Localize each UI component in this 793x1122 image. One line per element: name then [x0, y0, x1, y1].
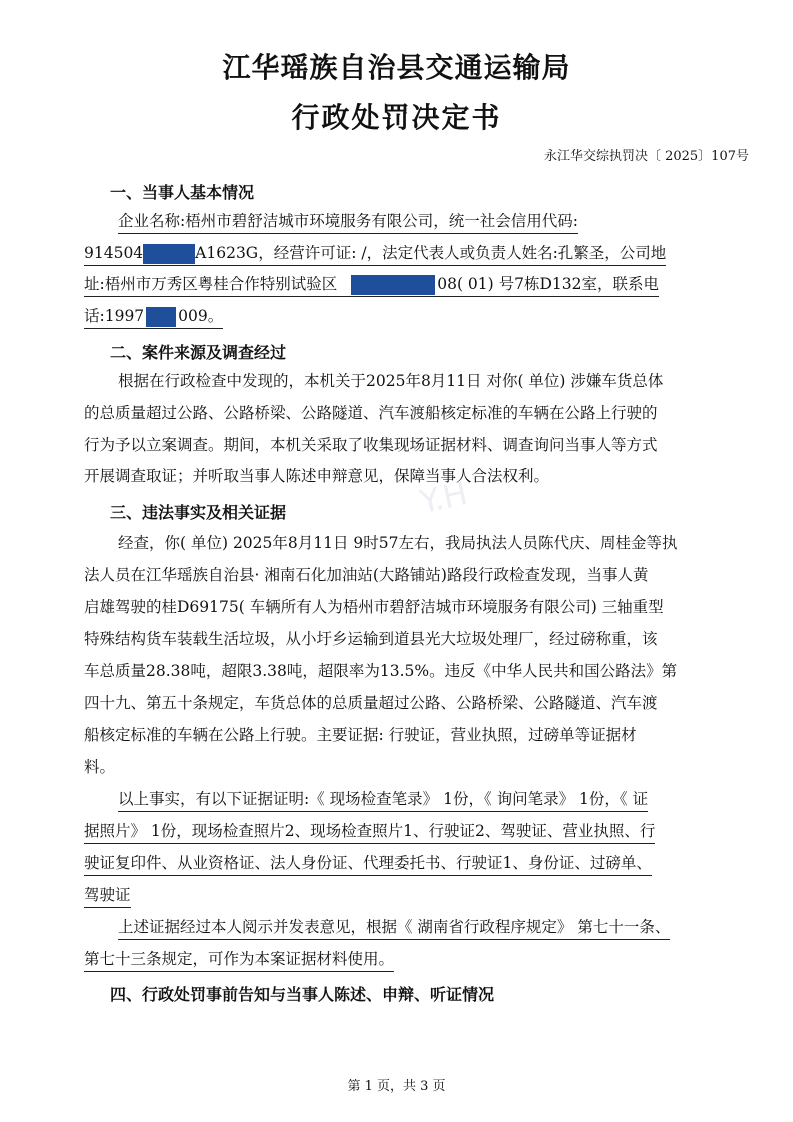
- section3-line-12: 驾驶证: [84, 884, 131, 908]
- page-footer: 第 1 页，共 3 页: [347, 1079, 446, 1094]
- title-line-1: 江华瑶族自治县交通运输局: [222, 51, 571, 84]
- section1-line-1: 企业名称:梧州市碧舒洁城市环境服务有限公司，统一社会信用代码:: [118, 210, 578, 234]
- phone-prefix: 话:1997: [84, 307, 145, 325]
- section3-line-2: 法人员在江华瑶族自治县· 湘南石化加油站(大路铺站)路段行政检查发现，当事人黄: [84, 566, 649, 584]
- section1-line-4: [84, 305, 223, 329]
- section3-line-13: 上述证据经过本人阅示并发表意见，根据《 湖南省行政程序规定》 第七十一条、: [118, 916, 670, 940]
- section2-line-1: 根据在行政检查中发现的，本机关于2025年8月11日 对你( 单位) 涉嫌车货总体: [118, 372, 664, 390]
- redaction-block: [143, 244, 195, 264]
- credit-code-prefix: 914504: [84, 244, 144, 262]
- section3-line-8: 料。: [84, 758, 116, 776]
- section3-line-1: 经查，你( 单位) 2025年8月11日 9时57左右，我局执法人员陈代庆、周桂金等执: [118, 534, 678, 552]
- section3-line-7: 船核定标准的车辆在公路上行驶。主要证据: 行驶证，营业执照，过磅单等证据材: [84, 726, 637, 744]
- address-suffix: 08( 01) 号7栋D132室，联系电: [437, 275, 660, 293]
- section1-heading: 一、当事人基本情况: [110, 183, 255, 202]
- section3-line-11: 驶证复印件、从业资格证、法人身份证、代理委托书、行驶证1、身份证、过磅单、: [84, 852, 652, 876]
- section2-line-2: 的总质量超过公路、公路桥梁、公路隧道、汽车渡船核定标准的车辆在公路上行驶的: [84, 404, 658, 422]
- svg-text:Y.H: Y.H: [416, 474, 471, 522]
- redaction-block: [146, 307, 176, 327]
- section4-heading: 四、行政处罚事前告知与当事人陈述、申辩、听证情况: [110, 985, 495, 1004]
- section1-line-2: [84, 242, 666, 266]
- redaction-block: [351, 275, 435, 295]
- phone-suffix: 009。: [178, 307, 224, 325]
- section3-heading: 三、违法事实及相关证据: [110, 503, 287, 522]
- section3-line-14: 第七十三条规定，可作为本案证据材料使用。: [84, 948, 394, 972]
- credit-code-suffix: A1623G，经营许可证: /，法定代表人或负责人姓名:孔繁圣，公司地: [195, 244, 667, 262]
- address-prefix: 址:梧州市万秀区粤桂合作特别试验区: [84, 275, 338, 293]
- document-number: 永江华交综执罚决〔 2025〕107号: [543, 149, 749, 164]
- section2-heading: 二、案件来源及调查经过: [110, 343, 287, 362]
- section3-line-10: 据照片》 1份，现场检查照片2、现场检查照片1、行驶证2、驾驶证、营业执照、行: [84, 820, 655, 844]
- section3-line-9: 以上事实，有以下证据证明:《 现场检查笔录》 1份，《 询问笔录》 1份，《 证: [118, 788, 648, 812]
- section2-line-4: 开展调查取证；并听取当事人陈述申辩意见，保障当事人合法权利。: [84, 467, 550, 485]
- title-line-2: 行政处罚决定书: [291, 101, 502, 134]
- section3-line-5: 车总质量28.38吨，超限3.38吨，超限率为13.5%。违反《中华人民共和国公路法》第: [84, 662, 678, 680]
- section3-line-4: 特殊结构货车装载生活垃圾，从小圩乡运输到道县光大垃圾处理厂，经过磅称重，该: [84, 630, 658, 648]
- section3-line-3: 启雄驾驶的桂D69175( 车辆所有人为梧州市碧舒洁城市环境服务有限公司) 三轴重型: [84, 598, 664, 616]
- section1-line-3: [84, 273, 659, 297]
- section3-line-6: 四十九、第五十条规定，车货总体的总质量超过公路、公路桥梁、公路隧道、汽车渡: [84, 694, 658, 712]
- section2-line-3: 行为予以立案调查。期间，本机关采取了收集现场证据材料、调查询问当事人等方式: [84, 436, 658, 454]
